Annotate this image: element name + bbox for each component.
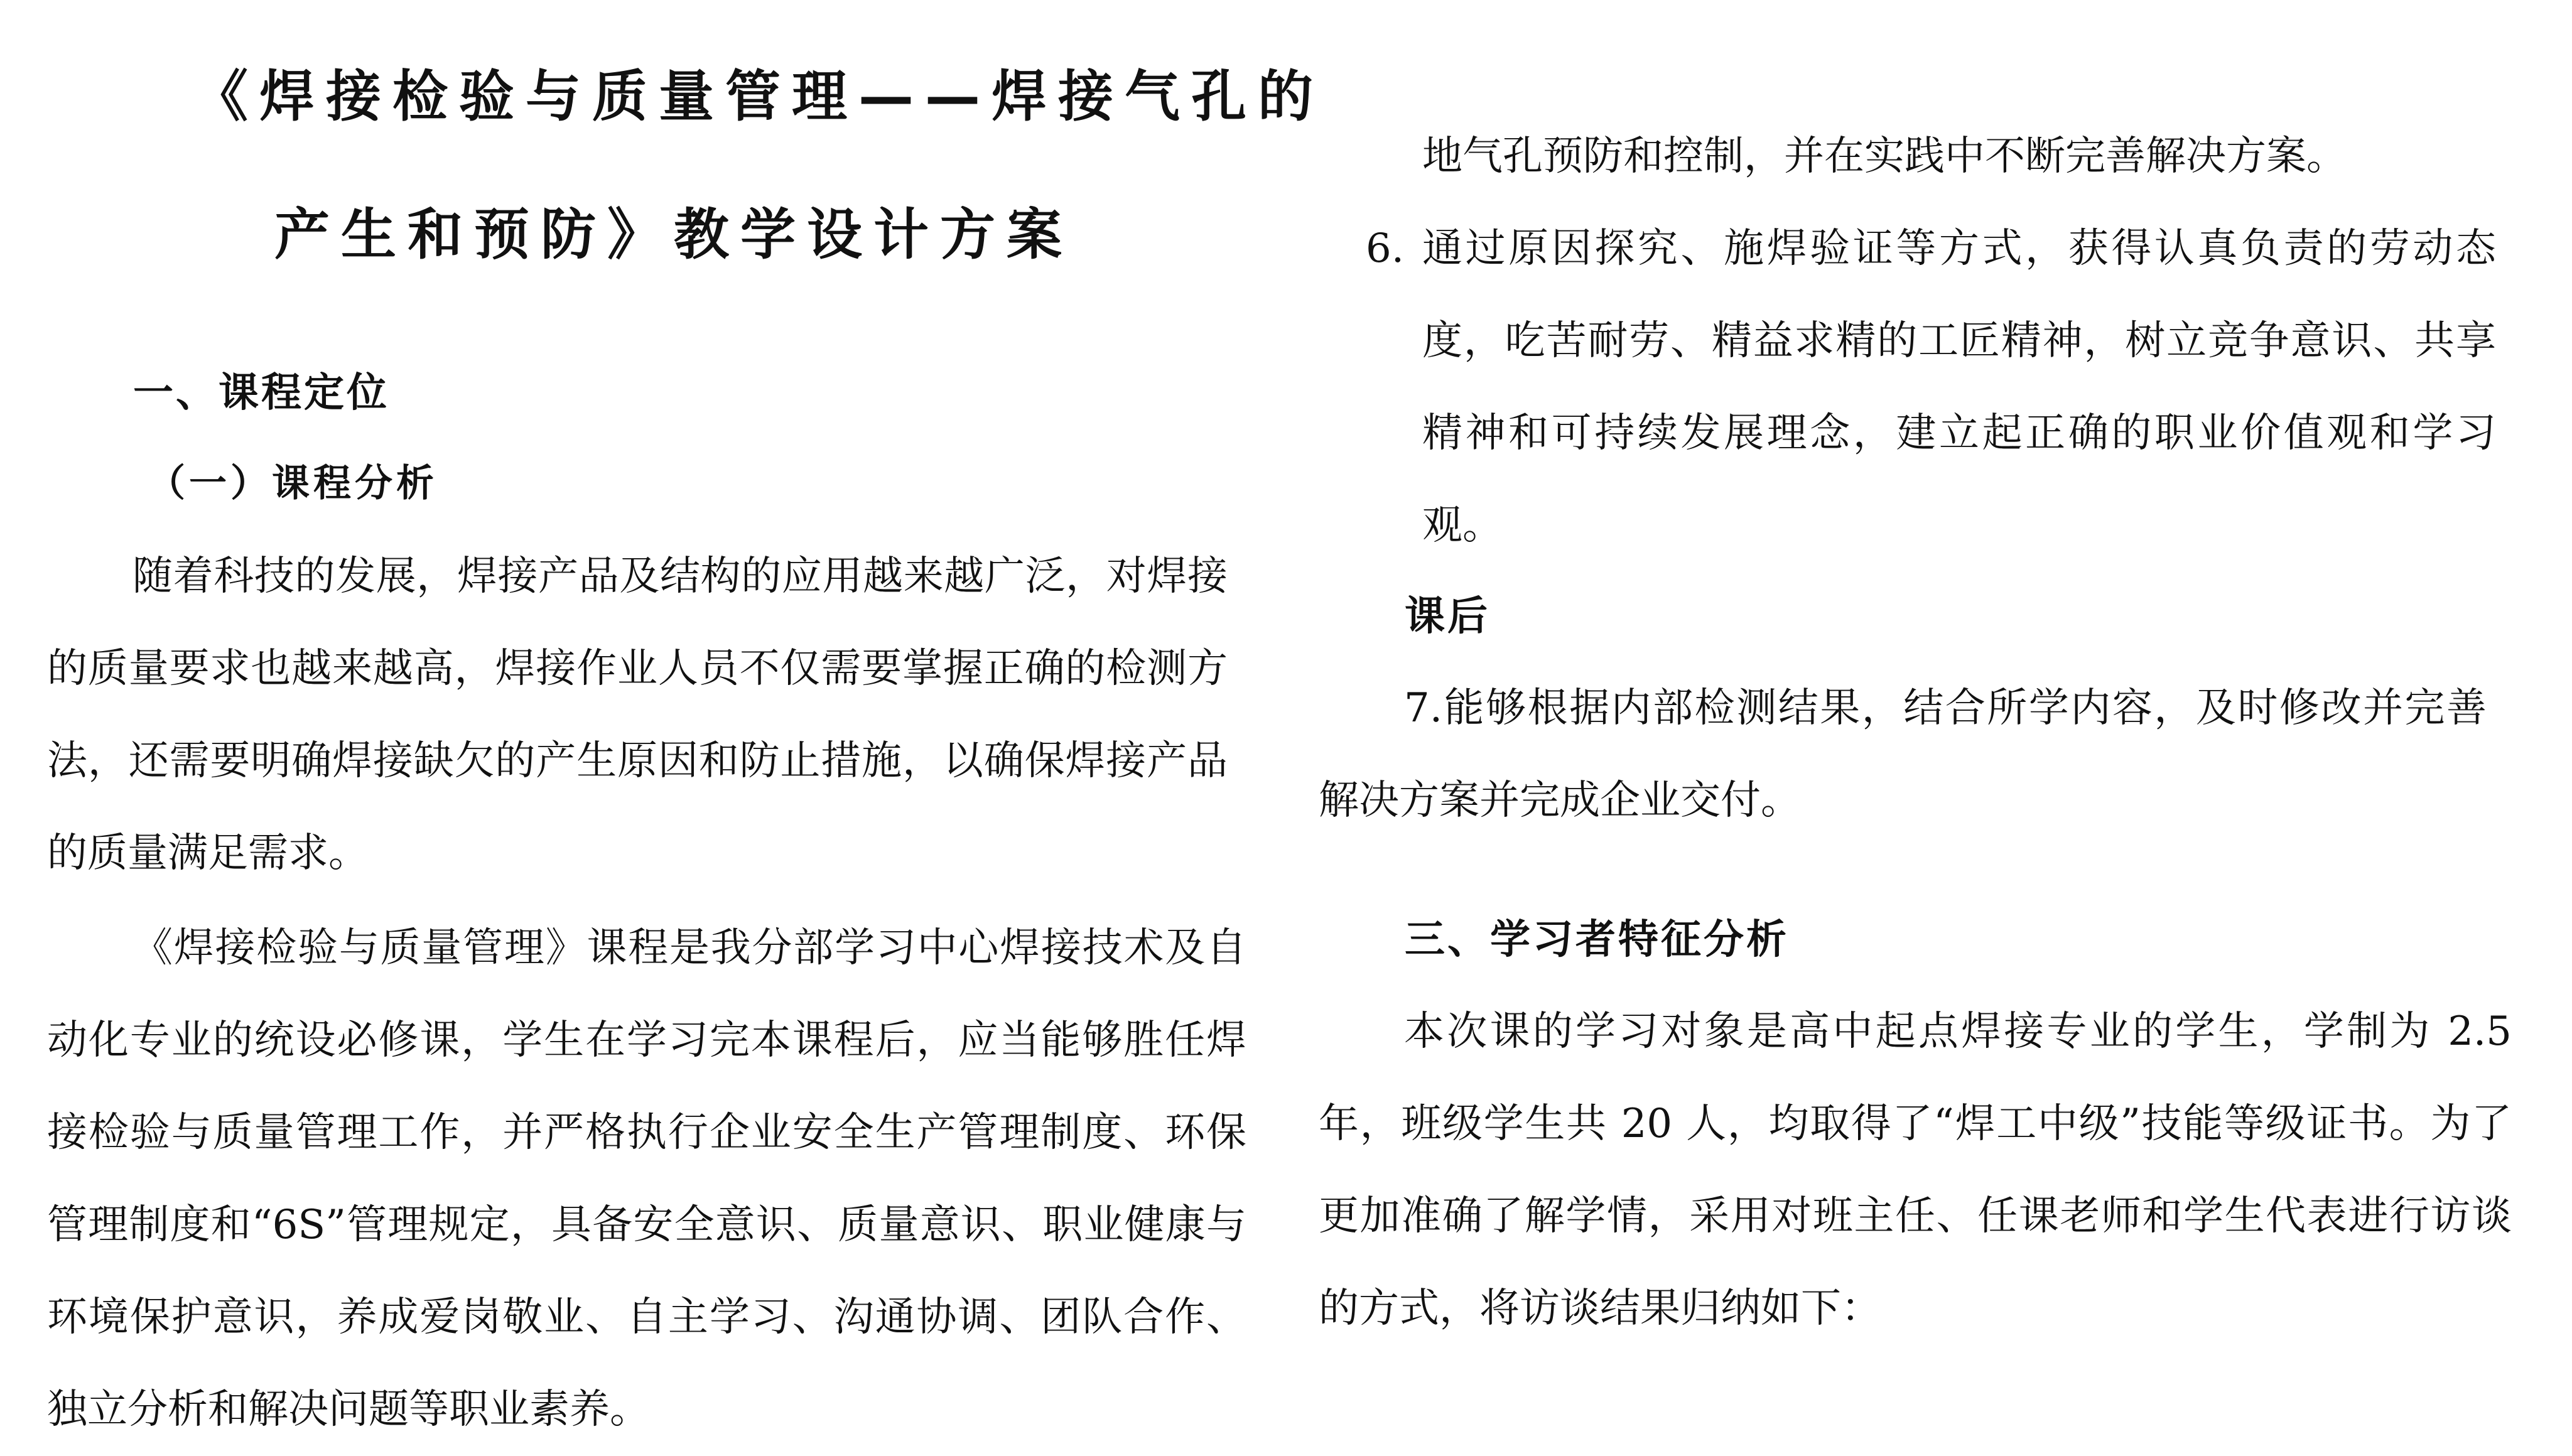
paragraph-course-background: 随着科技的发展，焊接产品及结构的应用越来越广泛，对焊接的质量要求也越来越高，焊接作业人员不仅需要掌握正确的检测方法，还需要明确焊接缺欠的产生原因和防止措施，以确保焊接产品的质量满足需求。	[47, 553, 1228, 876]
section-heading-course-positioning: 一、课程定位	[133, 370, 389, 416]
document-title-line-2: 产生和预防》教学设计方案	[274, 202, 1074, 267]
heading-after-class: 课后	[1405, 593, 1490, 640]
list-item-7: 7.能够根据内部检测结果，结合所学内容，及时修改并完善解决方案并完成企业交付。	[1319, 685, 2487, 824]
paragraph-course-description: 《焊接检验与质量管理》课程是我分部学习中心焊接技术及自动化专业的统设必修课，学生在学习完本课程后，应当能够胜任焊接检验与质量管理工作，并严格执行企业安全生产管理制度、环保管理制度和“6S”管理规定，具备安全意识、质量意识、职业健康与环境保护意识，养成爱岗敬业、自主学习、沟通协调、团队合作、独立分析和解决问题等职业素养。	[47, 925, 1246, 1433]
paragraph-continuation: 地气孔预防和控制，并在实践中不断完善解决方案。	[1422, 133, 2347, 180]
subsection-heading-course-analysis: （一）课程分析	[148, 461, 438, 505]
list-item-6-number: 6.	[1366, 225, 1405, 272]
document-title-line-1: 《焊接检验与质量管理——焊接气孔的	[193, 64, 1325, 129]
right-column	[1319, 0, 2531, 1447]
list-item-6	[1366, 203, 2496, 572]
paragraph-learner-analysis: 本次课的学习对象是高中起点焊接专业的学生，学制为 2.5 年，班级学生共 20 人，均取得了“焊工中级”技能等级证书。为了更加准确了解学情，采用对班主任、任课老师和学生代表进行访谈的方式，将访谈结果归纳如下：	[1319, 1008, 2512, 1332]
section-heading-learner-analysis: 三、学习者特征分析	[1405, 917, 1789, 963]
left-column	[47, 0, 1325, 1447]
list-item-6-text: 通过原因探究、施焊验证等方式，获得认真负责的劳动态度，吃苦耐劳、精益求精的工匠精神，树立竞争意识、共享精神和可持续发展理念，建立起正确的职业价值观和学习观。	[1422, 225, 2496, 549]
